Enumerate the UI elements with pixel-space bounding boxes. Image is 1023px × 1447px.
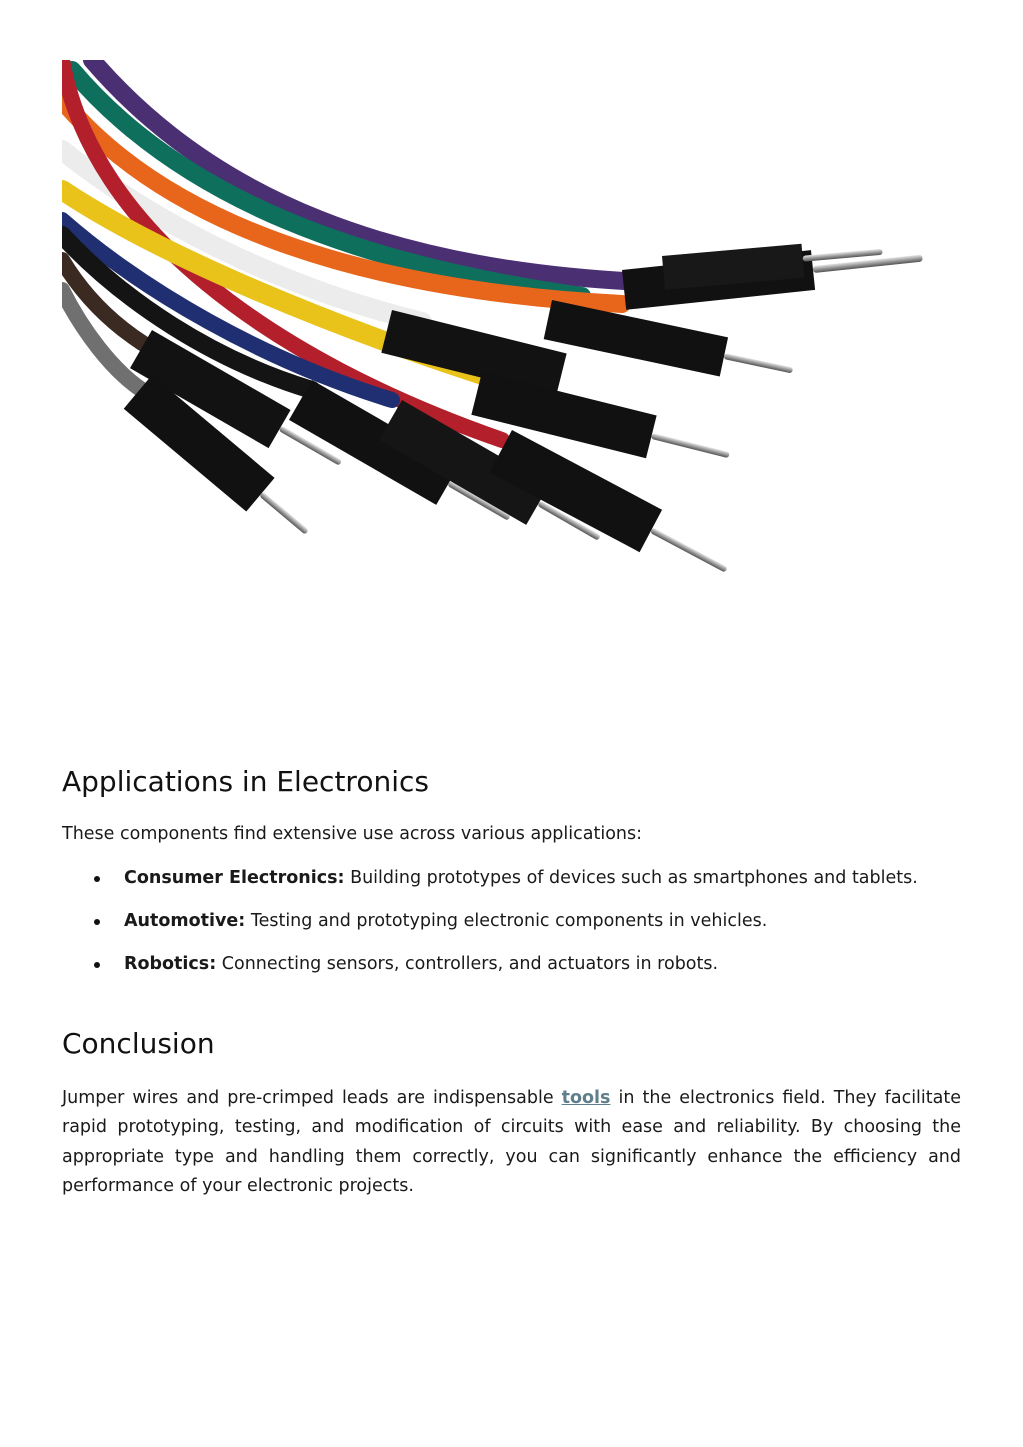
list-item [124, 907, 961, 935]
list-item-desc: Testing and prototyping electronic components in vehicles. [245, 911, 768, 931]
jumper-wires-photo [62, 60, 942, 590]
applications-list [62, 864, 961, 978]
bullet-icon [94, 919, 100, 925]
list-item-term: Robotics: [124, 954, 217, 974]
conclusion-text-after: in the electronics field. They facilitate rapid prototyping, testing, and modification of circuits with ease and reliability. By choosing the appropriate type and handling them correctly, you can significantly enhance the efficiency and performance of your electronic projects. [62, 1088, 961, 1197]
applications-heading: Applications in Electronics [62, 765, 429, 798]
applications-intro: These components find extensive use across various applications: [62, 824, 643, 844]
list-item [124, 864, 961, 892]
article-content [62, 762, 961, 1202]
list-item-desc: Building prototypes of devices such as smartphones and tablets. [344, 868, 918, 888]
conclusion-text-before: Jumper wires and pre-crimped leads are indispensable [62, 1088, 562, 1108]
bullet-icon [94, 876, 100, 882]
jumper-wires-illustration [62, 60, 942, 590]
bullet-icon [94, 962, 100, 968]
conclusion-paragraph [62, 1084, 961, 1202]
tools-link[interactable]: tools [561, 1088, 611, 1108]
list-item-term: Consumer Electronics: [124, 868, 345, 888]
list-item-term: Automotive: [124, 911, 246, 931]
list-item [124, 950, 961, 978]
list-item-desc: Connecting sensors, controllers, and actuators in robots. [216, 954, 719, 974]
conclusion-heading: Conclusion [62, 1027, 215, 1060]
